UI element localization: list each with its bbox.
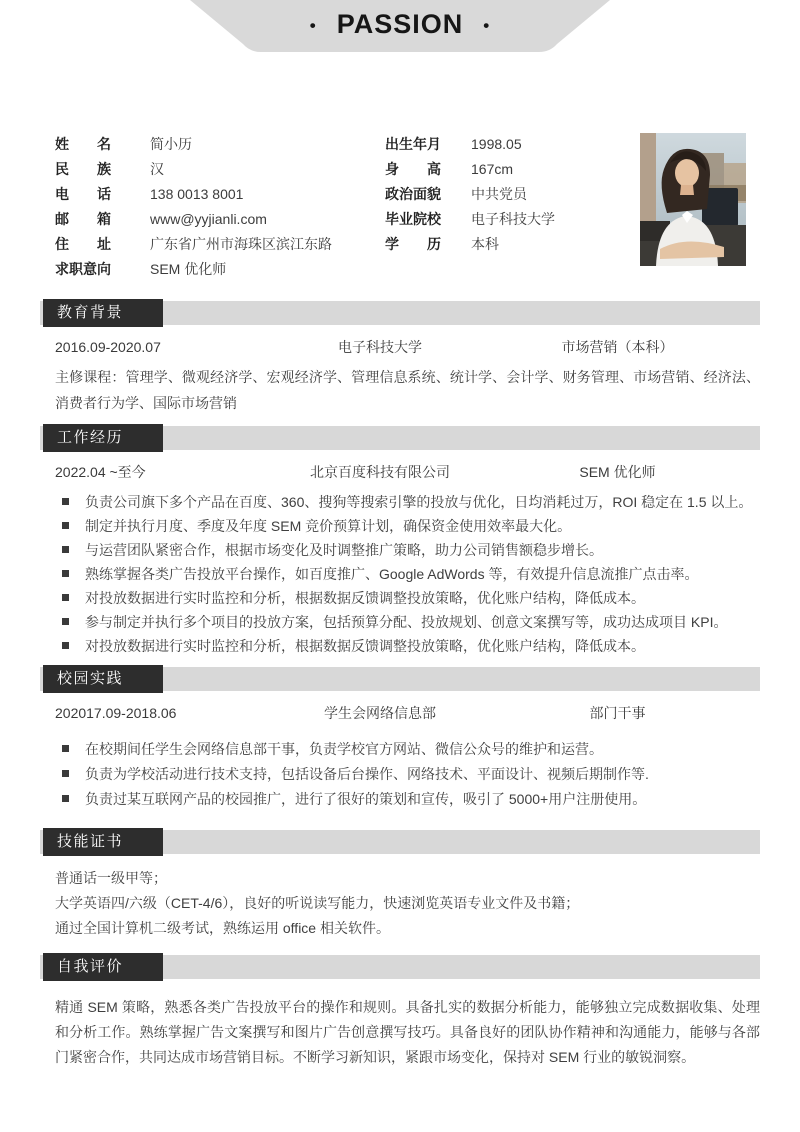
work-position: SEM 优化师	[579, 464, 656, 480]
section-header	[40, 953, 760, 981]
profile-row-political	[385, 181, 555, 206]
field-value: 本科	[471, 235, 499, 252]
list-item	[40, 490, 760, 514]
field-value: 1998.05	[471, 135, 522, 152]
skill-line: 大学英语四/六级（CET-4/6），良好的听说读写能力，快速浏览英语专业文件及书籍；	[55, 895, 580, 911]
section-title: 教育背景	[43, 299, 163, 327]
profile-info-left	[55, 131, 332, 281]
field-label: 民 族	[55, 160, 111, 177]
campus-bullet-list	[40, 737, 760, 812]
square-bullet-icon	[62, 795, 69, 802]
field-label: 毕业院校	[385, 210, 441, 227]
square-bullet-icon	[62, 642, 69, 649]
field-value: 电子科技大学	[471, 210, 555, 227]
portrait-photo-illustration	[640, 133, 746, 266]
profile-info-right	[385, 131, 555, 256]
skill-line: 通过全国计算机二级考试，熟练运用 office 相关软件。	[55, 920, 390, 936]
section-title: 技能证书	[43, 828, 163, 856]
campus-entry-row	[55, 701, 760, 726]
square-bullet-icon	[62, 522, 69, 529]
field-value: 广东省广州市海珠区滨江东路	[150, 235, 332, 252]
section-title: 自我评价	[43, 953, 163, 981]
field-label: 出生年月	[385, 135, 441, 152]
field-label: 身 高	[385, 160, 441, 177]
field-value: 汉	[150, 160, 164, 177]
list-item	[40, 634, 760, 658]
bullet-text: 负责过某互联网产品的校园推广，进行了很好的策划和宣传，吸引了 5000+用户注册使用。	[85, 791, 647, 807]
field-label: 电 话	[55, 185, 111, 202]
section-campus-practice	[0, 665, 800, 812]
field-label: 学 历	[385, 235, 441, 252]
skills-lines	[55, 866, 760, 941]
banner-right-dot-icon: •	[483, 15, 491, 35]
square-bullet-icon	[62, 498, 69, 505]
banner-left-dot-icon: •	[309, 15, 317, 35]
bullet-text: 与运营团队紧密合作，根据市场变化及时调整推广策略，助力公司销售额稳步增长。	[85, 542, 603, 558]
profile-row-school	[385, 206, 555, 231]
list-item	[40, 787, 760, 812]
profile-row-height	[385, 156, 555, 181]
passion-banner	[0, 0, 800, 52]
square-bullet-icon	[62, 618, 69, 625]
education-school: 电子科技大学	[338, 339, 422, 355]
list-item	[40, 538, 760, 562]
list-item	[40, 737, 760, 762]
field-label: 政治面貌	[385, 185, 441, 202]
square-bullet-icon	[62, 770, 69, 777]
field-label: 求职意向	[55, 260, 111, 277]
field-value: 中共党员	[471, 185, 527, 202]
education-courses: 主修课程：管理学、微观经济学、宏观经济学、管理信息系统、统计学、会计学、财务管理、市场营销、经济法、消费者行为学、国际市场营销	[55, 369, 760, 411]
profile-row-degree	[385, 231, 555, 256]
field-value: 简小历	[150, 135, 192, 152]
field-value: 138 0013 8001	[150, 185, 244, 202]
list-item	[40, 562, 760, 586]
bullet-text: 负责为学校活动进行技术支持，包括设备后台操作、网络技术、平面设计、视频后期制作等.	[85, 766, 649, 782]
banner-title-text: PASSION	[336, 8, 464, 39]
field-value: www@yyjianli.com	[150, 210, 267, 227]
list-item	[40, 762, 760, 787]
field-label: 邮 箱	[55, 210, 111, 227]
section-header	[40, 665, 760, 693]
bullet-text: 在校期间任学生会网络信息部干事，负责学校官方网站、微信公众号的维护和运营。	[85, 741, 603, 757]
profile-row-birth	[385, 131, 555, 156]
section-header	[40, 424, 760, 452]
list-item	[40, 514, 760, 538]
profile-row-email	[55, 206, 332, 231]
list-item	[40, 586, 760, 610]
section-title: 校园实践	[43, 665, 163, 693]
bullet-text: 参与制定并执行多个项目的投放方案，包括预算分配、投放规划、创意文案撰写等，成功达成项目 KPI。	[85, 614, 728, 630]
bullet-text: 对投放数据进行实时监控和分析，根据数据反馈调整投放策略，优化账户结构，降低成本。	[85, 590, 645, 606]
profile-row-objective	[55, 256, 332, 281]
self-evaluation-text: 精通 SEM 策略，熟悉各类广告投放平台的操作和规则。具备扎实的数据分析能力，能够独立完成数据收集、处理和分析工作。熟练掌握广告文案撰写和图片广告创意撰写技巧。具备良好的团队协作精神和沟通能力，能够与各部门紧密合作，共同达成市场营销目标。不断学习新知识，紧跟市场变化，保持对 SEM 行业的敏锐洞察。	[55, 999, 760, 1065]
section-self-evaluation	[0, 953, 800, 1070]
profile-row-phone	[55, 181, 332, 206]
bullet-text: 对投放数据进行实时监控和分析，根据数据反馈调整投放策略，优化账户结构，降低成本。	[85, 638, 645, 654]
list-item	[40, 610, 760, 634]
work-dates: 2022.04 ~至今	[55, 464, 146, 480]
education-dates: 2016.09-2020.07	[55, 339, 161, 355]
profile-row-address	[55, 231, 332, 256]
bullet-text: 熟练掌握各类广告投放平台操作，如百度推广、Google AdWords 等，有效提升信息流推广点击率。	[85, 566, 699, 582]
campus-role: 部门干事	[589, 705, 646, 721]
field-label: 姓 名	[55, 135, 111, 152]
campus-organization: 学生会网络信息部	[324, 705, 436, 721]
section-skills-certificates	[0, 828, 800, 941]
square-bullet-icon	[62, 546, 69, 553]
field-value: SEM 优化师	[150, 260, 227, 277]
bullet-text: 制定并执行月度、季度及年度 SEM 竞价预算计划，确保资金使用效率最大化。	[85, 518, 572, 534]
resume-sections	[0, 299, 800, 1070]
section-title: 工作经历	[43, 424, 163, 452]
square-bullet-icon	[62, 594, 69, 601]
work-company: 北京百度科技有限公司	[310, 464, 450, 480]
education-major: 市场营销（本科）	[561, 339, 674, 355]
field-label: 住 址	[55, 235, 111, 252]
profile-row-ethnicity	[55, 156, 332, 181]
square-bullet-icon	[62, 745, 69, 752]
section-work-experience	[0, 424, 800, 658]
profile-row-name	[55, 131, 332, 156]
banner-title	[0, 0, 800, 48]
skill-line: 普通话一级甲等；	[55, 870, 167, 886]
campus-dates: 202017.09-2018.06	[55, 705, 177, 721]
field-value: 167cm	[471, 160, 514, 177]
education-entry-row	[55, 335, 760, 360]
section-header	[40, 299, 760, 327]
work-entry-row	[55, 460, 760, 485]
bullet-text: 负责公司旗下多个产品在百度、360、搜狗等搜索引擎的投放与优化，日均消耗过万，ROI 稳定在 1.5 以上。	[85, 494, 753, 510]
portrait-photo	[640, 133, 746, 266]
section-education	[0, 299, 800, 416]
section-header	[40, 828, 760, 856]
square-bullet-icon	[62, 570, 69, 577]
work-bullet-list	[40, 490, 760, 658]
